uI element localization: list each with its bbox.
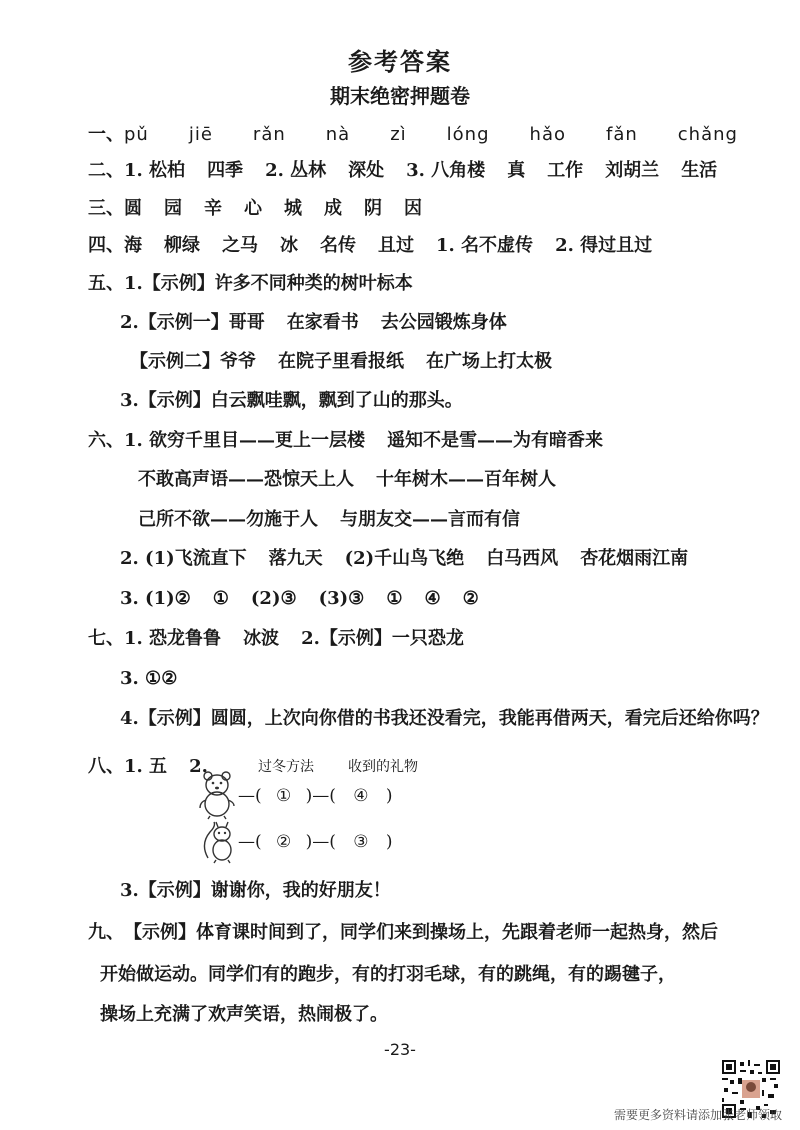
pinyin-8: fǎn bbox=[605, 124, 638, 145]
q1-line bbox=[88, 122, 738, 148]
q6-answer-4e: 杏花烟雨江南 bbox=[580, 548, 689, 569]
q2-item: 3. 八角楼 bbox=[406, 160, 486, 181]
q6-line-5 bbox=[120, 586, 479, 612]
row2-method: ② bbox=[276, 832, 292, 852]
q2-item: 工作 bbox=[547, 160, 584, 181]
q7-line-1 bbox=[88, 626, 464, 652]
diagram-row-1: —( ① )—( ④ ) bbox=[238, 786, 393, 806]
q9-answer-1: 【示例】体育课时间到了，同学们来到操场上，先跟着老师一起热身，然后 bbox=[124, 922, 718, 943]
q9-line-3 bbox=[100, 1002, 388, 1028]
q7-label: 七、 bbox=[88, 628, 124, 649]
q4-item: 2. 得过且过 bbox=[555, 235, 653, 256]
q4-item: 海 bbox=[124, 235, 142, 256]
q8-line-3 bbox=[120, 878, 391, 904]
q9-line-1 bbox=[88, 920, 718, 946]
q3-item: 成 bbox=[324, 198, 342, 219]
pinyin-6: lóng bbox=[446, 124, 490, 145]
q5-answer-1: 1.【示例】许多不同种类的树叶标本 bbox=[124, 273, 413, 294]
q5-answer-3c: 在广场上打太极 bbox=[426, 351, 552, 372]
q6-answer-1a: 1. 欲穷千里目——更上一层楼 bbox=[124, 430, 366, 451]
pinyin-7: hǎo bbox=[529, 124, 566, 145]
pinyin-1: pǔ bbox=[124, 124, 149, 145]
q6-answer-5: ① bbox=[212, 588, 229, 609]
q6-line-2 bbox=[138, 467, 556, 493]
q8-line-1 bbox=[88, 754, 208, 780]
q5-label: 五、 bbox=[88, 273, 124, 294]
q7-answer-3: 4.【示例】圆圆，上次向你借的书我还没看完，我能再借两天，看完后还给你吗？ bbox=[120, 708, 769, 729]
q4-item: 之马 bbox=[222, 235, 258, 256]
q3-item: 因 bbox=[404, 198, 422, 219]
q9-label: 九、 bbox=[88, 922, 124, 943]
q6-line-1 bbox=[88, 428, 603, 454]
q5-answer-2c: 去公园锻炼身体 bbox=[380, 312, 507, 333]
pinyin-2: jiē bbox=[188, 124, 213, 145]
q6-answer-2a: 不敢高声语——恐惊天上人 bbox=[138, 469, 354, 490]
q6-line-3 bbox=[138, 507, 520, 533]
q4-label: 四、 bbox=[88, 235, 124, 256]
q4-line bbox=[88, 233, 652, 259]
q4-item: 1. 名不虚传 bbox=[436, 235, 534, 256]
q8-answer-1b: 2. bbox=[189, 756, 208, 777]
q2-line bbox=[88, 158, 717, 184]
q5-line-4 bbox=[120, 388, 463, 414]
q6-answer-3a: 己所不欲——勿施于人 bbox=[138, 509, 318, 530]
diagram-row-2: —( ② )—( ③ ) bbox=[238, 832, 393, 852]
q7-line-2 bbox=[120, 666, 177, 692]
pinyin-3: rǎn bbox=[252, 124, 286, 145]
squirrel-icon bbox=[200, 820, 238, 864]
q7-answer-2: 3. ①② bbox=[120, 668, 178, 689]
page-title: 参考答案 bbox=[348, 48, 452, 76]
q3-item: 城 bbox=[284, 198, 302, 219]
q4-item: 且过 bbox=[378, 235, 414, 256]
q4-item: 柳绿 bbox=[164, 235, 200, 256]
q2-item: 刘胡兰 bbox=[605, 160, 660, 181]
q5-answer-2a: 2.【示例一】哥哥 bbox=[120, 312, 265, 333]
q6-answer-5: ④ bbox=[424, 588, 441, 609]
q2-label: 二、 bbox=[88, 160, 124, 181]
q5-answer-4: 3.【示例】白云飘哇飘，飘到了山的那头。 bbox=[120, 390, 463, 411]
q3-item: 心 bbox=[244, 198, 262, 219]
q8-label: 八、 bbox=[88, 756, 124, 777]
bear-icon bbox=[196, 768, 238, 820]
q6-answer-4c: (2)千山鸟飞绝 bbox=[344, 548, 465, 569]
q7-answer-1a: 1. 恐龙鲁鲁 bbox=[124, 628, 222, 649]
q5-answer-3a: 【示例二】爷爷 bbox=[130, 351, 256, 372]
q2-item: 2. 丛林 bbox=[265, 160, 327, 181]
row2-gift: ③ bbox=[353, 832, 369, 852]
q6-label: 六、 bbox=[88, 430, 124, 451]
q2-item: 生活 bbox=[681, 160, 718, 181]
q3-item: 辛 bbox=[204, 198, 222, 219]
q4-item: 冰 bbox=[280, 235, 298, 256]
q4-item: 名传 bbox=[320, 235, 356, 256]
q5-answer-3b: 在院子里看报纸 bbox=[278, 351, 404, 372]
q6-answer-5: (2)③ bbox=[250, 588, 297, 609]
footer-note: 需要更多资料请添加张老师领取 bbox=[613, 1108, 782, 1122]
q3-item: 阴 bbox=[364, 198, 382, 219]
row1-gift: ④ bbox=[353, 786, 369, 806]
row1-method: ① bbox=[276, 786, 292, 806]
q3-item: 圆 bbox=[124, 198, 142, 219]
q2-item: 四季 bbox=[207, 160, 244, 181]
q6-answer-5: 3. (1)② bbox=[120, 588, 191, 609]
page-number: -23- bbox=[384, 1040, 416, 1059]
q2-item: 深处 bbox=[348, 160, 385, 181]
q5-line-3 bbox=[130, 349, 552, 375]
q6-answer-1b: 遥知不是雪——为有暗香来 bbox=[387, 430, 604, 451]
q6-answer-4a: 2. (1)飞流直下 bbox=[120, 548, 247, 569]
q5-line-2 bbox=[120, 310, 507, 336]
q6-answer-5: (3)③ bbox=[318, 588, 365, 609]
q6-answer-4b: 落九天 bbox=[268, 548, 323, 569]
q1-label: 一、 bbox=[88, 124, 124, 145]
pinyin-4: nà bbox=[325, 124, 351, 145]
pinyin-9: chǎng bbox=[677, 124, 738, 145]
q8-answer-3: 3.【示例】谢谢你，我的好朋友！ bbox=[120, 880, 391, 901]
q7-answer-1b: 冰波 bbox=[243, 628, 280, 649]
q8-answer-1a: 1. 五 bbox=[124, 756, 168, 777]
page-subtitle: 期末绝密押题卷 bbox=[330, 84, 470, 108]
q3-label: 三、 bbox=[88, 198, 124, 219]
q6-answer-4d: 白马西风 bbox=[486, 548, 559, 569]
q6-answer-2b: 十年树木——百年树人 bbox=[376, 469, 556, 490]
q9-line-2 bbox=[100, 962, 676, 988]
q2-item: 真 bbox=[507, 160, 526, 181]
q7-line-3 bbox=[120, 706, 769, 732]
q5-answer-2b: 在家看书 bbox=[286, 312, 359, 333]
q6-answer-3b: 与朋友交——言而有信 bbox=[340, 509, 520, 530]
q5-line-1 bbox=[88, 271, 413, 297]
diagram-col-gift: 收到的礼物 bbox=[348, 759, 418, 775]
diagram-col-method: 过冬方法 bbox=[258, 759, 314, 775]
q6-answer-5: ② bbox=[462, 588, 479, 609]
q6-line-4 bbox=[120, 546, 688, 572]
q9-answer-2: 开始做运动。同学们有的跑步，有的打羽毛球，有的跳绳，有的踢毽子， bbox=[100, 964, 676, 985]
q9-answer-3: 操场上充满了欢声笑语，热闹极了。 bbox=[100, 1004, 388, 1025]
q7-answer-1c: 2.【示例】一只恐龙 bbox=[301, 628, 464, 649]
q3-item: 园 bbox=[164, 198, 182, 219]
q6-answer-5: ① bbox=[386, 588, 403, 609]
pinyin-5: zì bbox=[390, 124, 407, 145]
q3-line bbox=[88, 196, 422, 222]
q2-item: 1. 松柏 bbox=[124, 160, 186, 181]
